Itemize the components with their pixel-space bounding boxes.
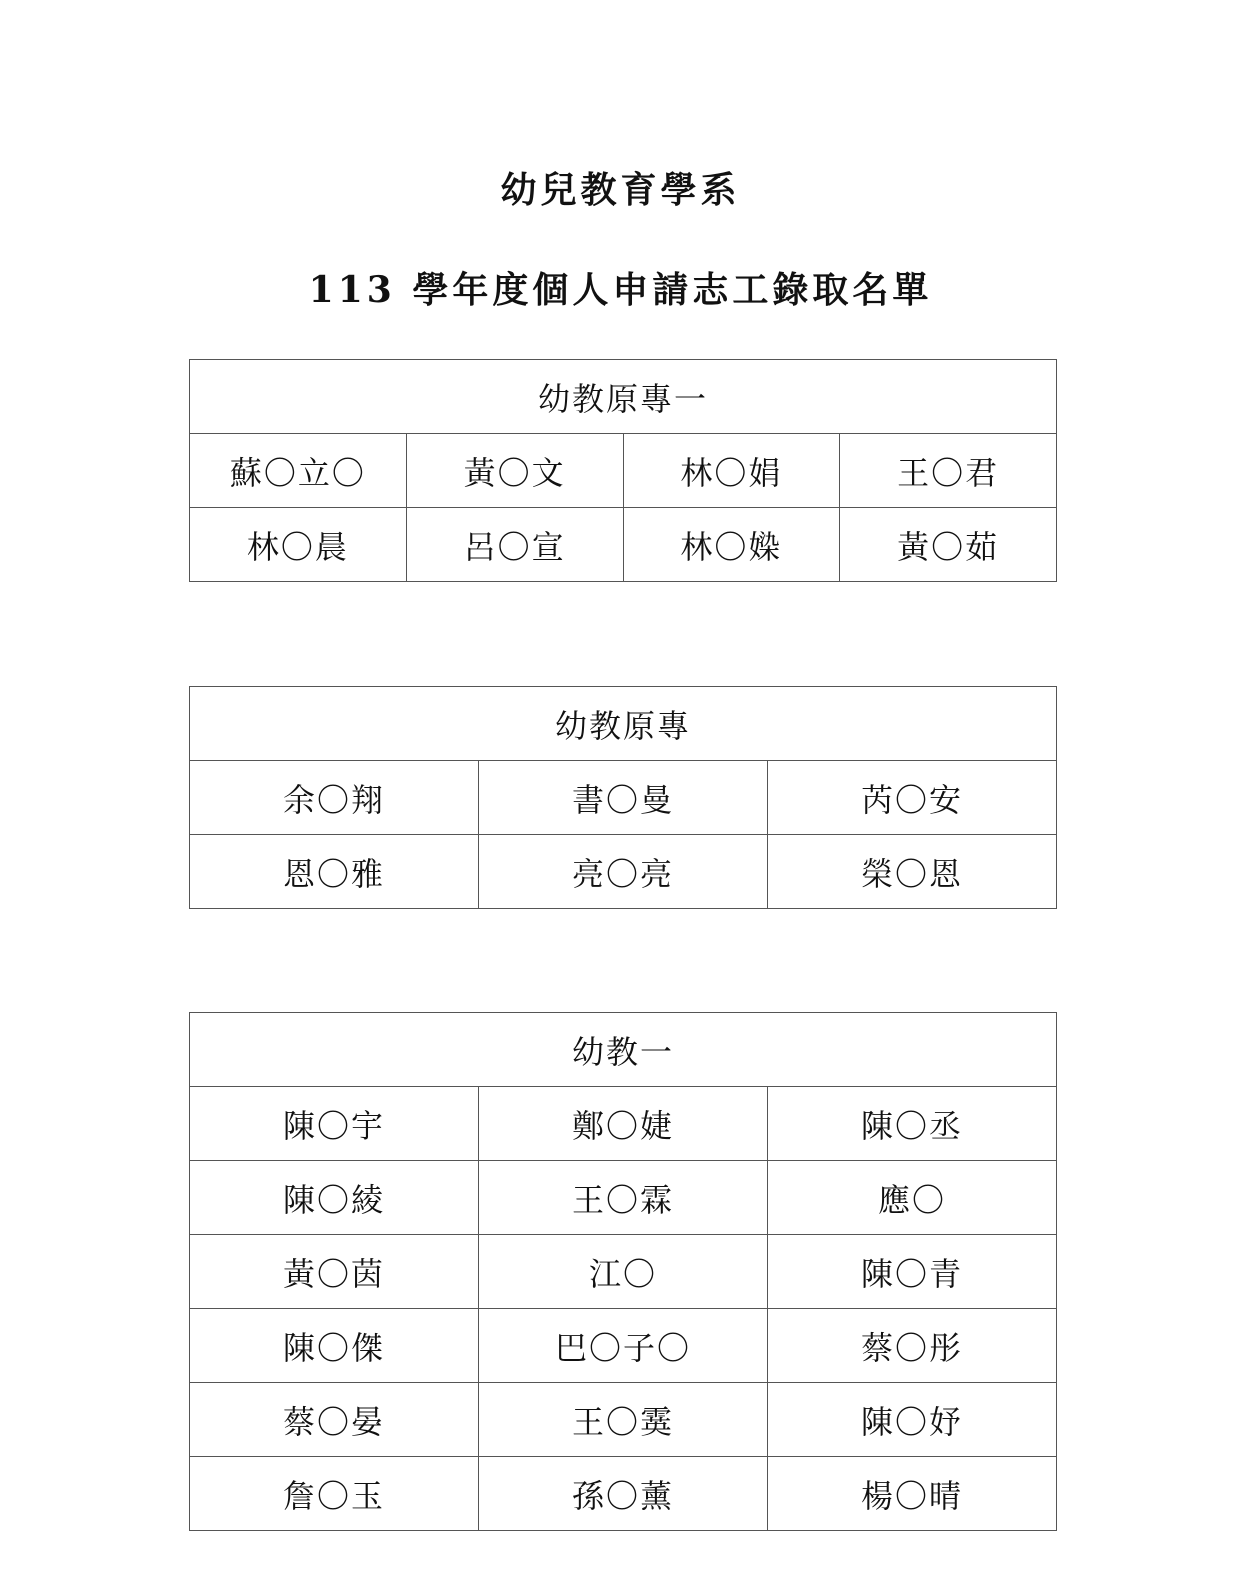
table-row <box>190 1457 1057 1531</box>
name-cell: 陳〇綾 <box>190 1161 479 1235</box>
name-cell: 余〇翔 <box>190 761 479 835</box>
name-cell: 蔡〇晏 <box>190 1383 479 1457</box>
name-cell: 呂〇宣 <box>406 508 623 582</box>
group-table-3 <box>189 1012 1057 1531</box>
group-heading-row <box>190 360 1057 434</box>
name-cell: 楊〇晴 <box>768 1457 1057 1531</box>
group-heading: 幼教原專 <box>190 687 1057 761</box>
name-cell: 陳〇丞 <box>768 1087 1057 1161</box>
name-cell: 王〇君 <box>840 434 1057 508</box>
name-cell: 詹〇玉 <box>190 1457 479 1531</box>
name-cell: 書〇曼 <box>479 761 768 835</box>
name-cell: 王〇霖 <box>479 1161 768 1235</box>
name-cell: 陳〇宇 <box>190 1087 479 1161</box>
name-cell: 蘇〇立〇 <box>190 434 407 508</box>
name-cell: 王〇霙 <box>479 1383 768 1457</box>
group-heading-row <box>190 687 1057 761</box>
group-heading: 幼教一 <box>190 1013 1057 1087</box>
name-cell: 黃〇茵 <box>190 1235 479 1309</box>
name-cell: 蔡〇彤 <box>768 1309 1057 1383</box>
name-cell: 林〇媣 <box>623 508 840 582</box>
name-cell: 榮〇恩 <box>768 835 1057 909</box>
table-row <box>190 835 1057 909</box>
name-cell: 黃〇茹 <box>840 508 1057 582</box>
table-row <box>190 1235 1057 1309</box>
name-cell: 芮〇安 <box>768 761 1057 835</box>
page-title: 幼兒教育學系 <box>500 169 741 211</box>
page-subtitle: 113 學年度個人申請志工錄取名單 <box>308 269 933 311</box>
table-row <box>190 1087 1057 1161</box>
name-cell: 江〇 <box>479 1235 768 1309</box>
name-cell: 陳〇妤 <box>768 1383 1057 1457</box>
group-heading: 幼教原專一 <box>190 360 1057 434</box>
table-row <box>190 434 1057 508</box>
name-cell: 林〇娟 <box>623 434 840 508</box>
name-cell: 恩〇雅 <box>190 835 479 909</box>
name-cell: 林〇晨 <box>190 508 407 582</box>
table-row <box>190 761 1057 835</box>
group-table-2 <box>189 686 1057 909</box>
name-cell: 應〇 <box>768 1161 1057 1235</box>
name-cell: 亮〇亮 <box>479 835 768 909</box>
name-cell: 黃〇文 <box>406 434 623 508</box>
name-cell: 孫〇薰 <box>479 1457 768 1531</box>
name-cell: 陳〇青 <box>768 1235 1057 1309</box>
name-cell: 巴〇子〇 <box>479 1309 768 1383</box>
group-heading-row <box>190 1013 1057 1087</box>
table-row <box>190 1309 1057 1383</box>
table-row <box>190 1383 1057 1457</box>
table-row <box>190 1161 1057 1235</box>
name-cell: 陳〇傑 <box>190 1309 479 1383</box>
table-row <box>190 508 1057 582</box>
name-cell: 鄭〇婕 <box>479 1087 768 1161</box>
group-table-1 <box>189 359 1057 582</box>
